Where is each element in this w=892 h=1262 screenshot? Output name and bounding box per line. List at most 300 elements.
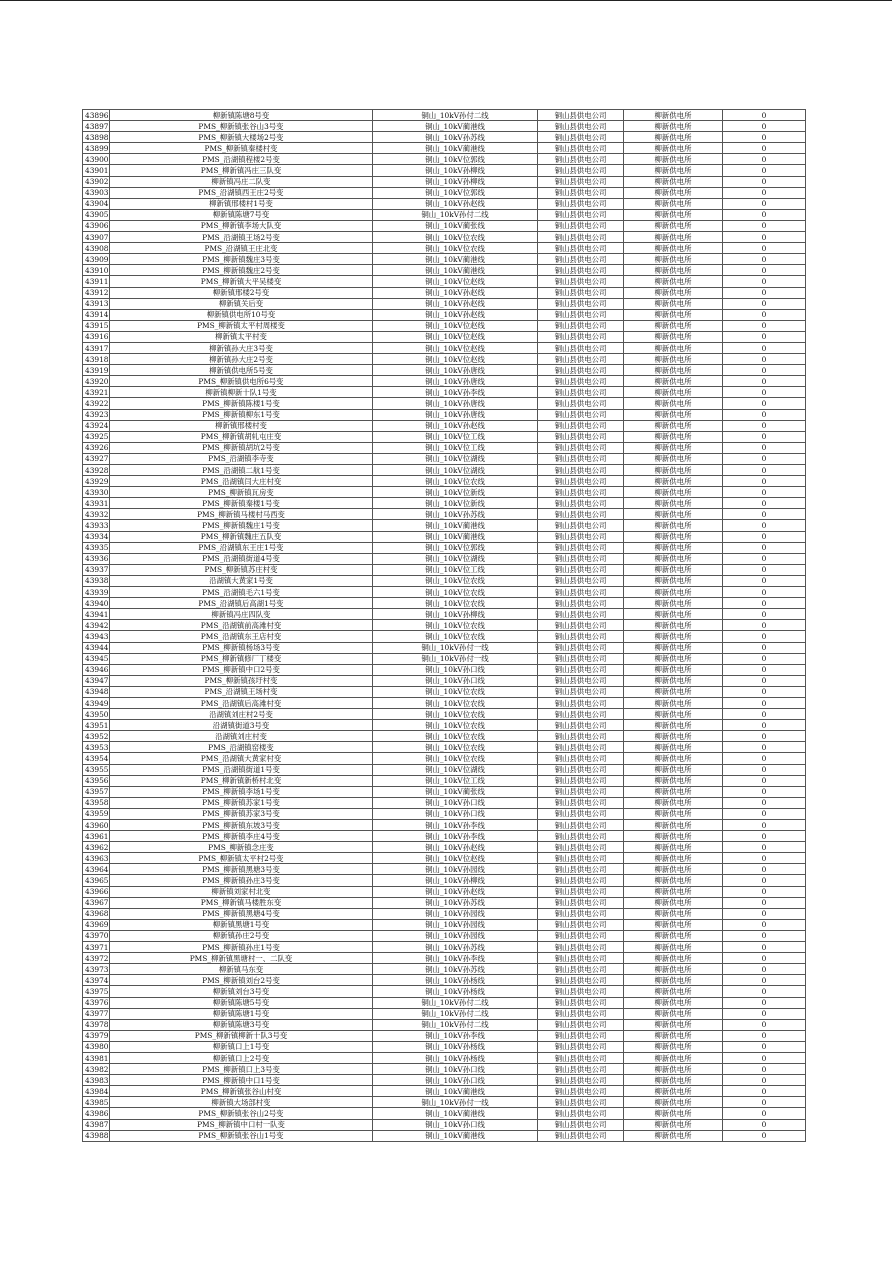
value-cell: 0	[723, 409, 806, 420]
transformer-name-cell: PMS_沿湖镇窑楼变	[110, 742, 373, 753]
record-id-cell: 43960	[83, 820, 110, 831]
station-cell: 柳新供电所	[624, 121, 723, 132]
transformer-name-cell: PMS_柳新镇太平村2号变	[110, 853, 373, 864]
feeder-line-cell: 铜山_10kV孙柳线	[373, 609, 538, 620]
feeder-line-cell: 铜山_10kV孙园线	[373, 908, 538, 919]
transformer-name-cell: 柳新镇孙大庄2号变	[110, 354, 373, 365]
record-id-cell: 43984	[83, 1086, 110, 1097]
value-cell: 0	[723, 886, 806, 897]
transformer-name-cell: PMS_柳新镇魏庄2号变	[110, 265, 373, 276]
record-id-cell: 43917	[83, 342, 110, 353]
company-cell: 铜山县供电公司	[538, 320, 624, 331]
record-id-cell: 43919	[83, 365, 110, 376]
value-cell: 0	[723, 975, 806, 986]
table-row	[83, 997, 806, 1008]
transformer-name-cell: PMS_柳新镇冯庄三队变	[110, 165, 373, 176]
table-row	[83, 298, 806, 309]
company-cell: 铜山县供电公司	[538, 964, 624, 975]
record-id-cell: 43968	[83, 908, 110, 919]
feeder-line-cell: 铜山_10kV孙付一线	[373, 653, 538, 664]
feeder-line-cell: 铜山_10kV孙口线	[373, 797, 538, 808]
company-cell: 铜山县供电公司	[538, 953, 624, 964]
transformer-name-cell: PMS_柳新镇苏家1号变	[110, 797, 373, 808]
transformer-name-cell: 沿湖镇刘庄村2号变	[110, 709, 373, 720]
transformer-name-cell: PMS_沿湖镇后高滩村变	[110, 697, 373, 708]
transformer-name-cell: PMS_柳新镇马楼村马西变	[110, 509, 373, 520]
feeder-line-cell: 铜山_10kV孙苏线	[373, 942, 538, 953]
company-cell: 铜山县供电公司	[538, 154, 624, 165]
transformer-name-cell: PMS_柳新镇孩圩村变	[110, 675, 373, 686]
feeder-line-cell: 铜山_10kV位农线	[373, 753, 538, 764]
record-id-cell: 43988	[83, 1130, 110, 1141]
transformer-name-cell: 柳新镇口上2号变	[110, 1052, 373, 1063]
company-cell: 铜山县供电公司	[538, 176, 624, 187]
feeder-line-cell: 铜山_10kV孙杨线	[373, 975, 538, 986]
table-row	[83, 442, 806, 453]
company-cell: 铜山县供电公司	[538, 376, 624, 387]
feeder-line-cell: 铜山_10kV位农线	[373, 476, 538, 487]
table-row	[83, 986, 806, 997]
company-cell: 铜山县供电公司	[538, 720, 624, 731]
value-cell: 0	[723, 1052, 806, 1063]
record-id-cell: 43976	[83, 997, 110, 1008]
feeder-line-cell: 铜山_10kV位湖线	[373, 465, 538, 476]
value-cell: 0	[723, 1064, 806, 1075]
transformer-name-cell: 柳新镇马东变	[110, 964, 373, 975]
station-cell: 柳新供电所	[624, 864, 723, 875]
feeder-line-cell: 铜山_10kV位农线	[373, 709, 538, 720]
record-id-cell: 43934	[83, 531, 110, 542]
station-cell: 柳新供电所	[624, 786, 723, 797]
table-row	[83, 942, 806, 953]
value-cell: 0	[723, 121, 806, 132]
feeder-line-cell: 铜山_10kV孙李线	[373, 1030, 538, 1041]
transformer-name-cell: PMS_柳新镇瓦房变	[110, 487, 373, 498]
feeder-line-cell: 铜山_10kV孙柳线	[373, 875, 538, 886]
station-cell: 柳新供电所	[624, 964, 723, 975]
record-id-cell: 43939	[83, 587, 110, 598]
value-cell: 0	[723, 631, 806, 642]
station-cell: 柳新供电所	[624, 709, 723, 720]
table-row	[83, 975, 806, 986]
company-cell: 铜山县供电公司	[538, 198, 624, 209]
table-row	[83, 1075, 806, 1086]
value-cell: 0	[723, 542, 806, 553]
value-cell: 0	[723, 276, 806, 287]
record-id-cell: 43959	[83, 808, 110, 819]
table-row	[83, 709, 806, 720]
record-id-cell: 43951	[83, 720, 110, 731]
table-row	[83, 675, 806, 686]
table-row	[83, 198, 806, 209]
table-row	[83, 453, 806, 464]
transformer-name-cell: PMS_沿湖镇毛六1号变	[110, 587, 373, 598]
value-cell: 0	[723, 986, 806, 997]
value-cell: 0	[723, 309, 806, 320]
record-id-cell: 43926	[83, 442, 110, 453]
table-row	[83, 919, 806, 930]
table-row	[83, 409, 806, 420]
value-cell: 0	[723, 143, 806, 154]
value-cell: 0	[723, 520, 806, 531]
feeder-line-cell: 铜山_10kV蔺港线	[373, 531, 538, 542]
value-cell: 0	[723, 875, 806, 886]
company-cell: 铜山县供电公司	[538, 731, 624, 742]
transformer-name-cell: PMS_柳新镇胡轧屯庄变	[110, 431, 373, 442]
station-cell: 柳新供电所	[624, 198, 723, 209]
value-cell: 0	[723, 298, 806, 309]
station-cell: 柳新供电所	[624, 209, 723, 220]
value-cell: 0	[723, 587, 806, 598]
feeder-line-cell: 铜山_10kV孙付一线	[373, 642, 538, 653]
station-cell: 柳新供电所	[624, 1030, 723, 1041]
value-cell: 0	[723, 431, 806, 442]
company-cell: 铜山县供电公司	[538, 709, 624, 720]
record-id-cell: 43896	[83, 110, 110, 121]
transformer-name-cell: PMS_柳新镇中口2号变	[110, 664, 373, 675]
feeder-line-cell: 铜山_10kV孙苏线	[373, 964, 538, 975]
feeder-line-cell: 铜山_10kV蔺港线	[373, 254, 538, 265]
company-cell: 铜山县供电公司	[538, 531, 624, 542]
station-cell: 柳新供电所	[624, 808, 723, 819]
company-cell: 铜山县供电公司	[538, 808, 624, 819]
feeder-line-cell: 铜山_10kV位赵线	[373, 853, 538, 864]
station-cell: 柳新供电所	[624, 287, 723, 298]
value-cell: 0	[723, 864, 806, 875]
company-cell: 铜山县供电公司	[538, 997, 624, 1008]
table-row	[83, 908, 806, 919]
record-id-cell: 43907	[83, 232, 110, 243]
record-id-cell: 43924	[83, 420, 110, 431]
feeder-line-cell: 铜山_10kV孙赵线	[373, 420, 538, 431]
station-cell: 柳新供电所	[624, 309, 723, 320]
company-cell: 铜山县供电公司	[538, 265, 624, 276]
table-row	[83, 176, 806, 187]
station-cell: 柳新供电所	[624, 476, 723, 487]
value-cell: 0	[723, 964, 806, 975]
station-cell: 柳新供电所	[624, 465, 723, 476]
feeder-line-cell: 铜山_10kV孙付二线	[373, 1008, 538, 1019]
value-cell: 0	[723, 442, 806, 453]
value-cell: 0	[723, 686, 806, 697]
transformer-name-cell: 柳新镇刘台3号变	[110, 986, 373, 997]
transformer-name-cell: PMS_柳新镇苏庄村变	[110, 564, 373, 575]
record-id-cell: 43952	[83, 731, 110, 742]
company-cell: 铜山县供电公司	[538, 1108, 624, 1119]
transformer-name-cell: PMS_柳新镇李庄4号变	[110, 831, 373, 842]
station-cell: 柳新供电所	[624, 731, 723, 742]
transformer-name-cell: 沿湖镇刘庄村变	[110, 731, 373, 742]
transformer-name-cell: PMS_柳新镇魏庄五队变	[110, 531, 373, 542]
transformer-name-cell: PMS_沿湖镇程楼2号变	[110, 154, 373, 165]
value-cell: 0	[723, 365, 806, 376]
feeder-line-cell: 铜山_10kV孙口线	[373, 1119, 538, 1130]
value-cell: 0	[723, 265, 806, 276]
station-cell: 柳新供电所	[624, 298, 723, 309]
feeder-line-cell: 铜山_10kV位郭线	[373, 154, 538, 165]
feeder-line-cell: 铜山_10kV位赵线	[373, 320, 538, 331]
transformer-name-cell: 柳新镇关后变	[110, 298, 373, 309]
station-cell: 柳新供电所	[624, 953, 723, 964]
record-id-cell: 43923	[83, 409, 110, 420]
station-cell: 柳新供电所	[624, 664, 723, 675]
record-id-cell: 43979	[83, 1030, 110, 1041]
record-id-cell: 43920	[83, 376, 110, 387]
record-id-cell: 43913	[83, 298, 110, 309]
station-cell: 柳新供电所	[624, 875, 723, 886]
transformer-name-cell: PMS_柳新镇马楼胜东变	[110, 897, 373, 908]
transformer-name-cell: 柳新镇冯庄四队变	[110, 609, 373, 620]
company-cell: 铜山县供电公司	[538, 930, 624, 941]
transformer-name-cell: PMS_柳新镇黑塘3号变	[110, 864, 373, 875]
station-cell: 柳新供电所	[624, 720, 723, 731]
record-id-cell: 43957	[83, 786, 110, 797]
table-row	[83, 642, 806, 653]
company-cell: 铜山县供电公司	[538, 919, 624, 930]
table-row	[83, 1108, 806, 1119]
company-cell: 铜山县供电公司	[538, 664, 624, 675]
feeder-line-cell: 铜山_10kV孙付二线	[373, 209, 538, 220]
company-cell: 铜山县供电公司	[538, 620, 624, 631]
company-cell: 铜山县供电公司	[538, 609, 624, 620]
company-cell: 铜山县供电公司	[538, 653, 624, 664]
company-cell: 铜山县供电公司	[538, 309, 624, 320]
feeder-line-cell: 铜山_10kV位赵线	[373, 276, 538, 287]
record-id-cell: 43940	[83, 598, 110, 609]
company-cell: 铜山县供电公司	[538, 487, 624, 498]
table-row	[83, 1064, 806, 1075]
station-cell: 柳新供电所	[624, 587, 723, 598]
record-id-cell: 43916	[83, 331, 110, 342]
company-cell: 铜山县供电公司	[538, 187, 624, 198]
station-cell: 柳新供电所	[624, 997, 723, 1008]
table-row	[83, 143, 806, 154]
table-row	[83, 265, 806, 276]
feeder-line-cell: 铜山_10kV位农线	[373, 720, 538, 731]
value-cell: 0	[723, 1130, 806, 1141]
station-cell: 柳新供电所	[624, 764, 723, 775]
value-cell: 0	[723, 620, 806, 631]
feeder-line-cell: 铜山_10kV孙苏线	[373, 132, 538, 143]
transformer-name-cell: PMS_柳新镇张谷山村变	[110, 1086, 373, 1097]
value-cell: 0	[723, 808, 806, 819]
company-cell: 铜山县供电公司	[538, 598, 624, 609]
company-cell: 铜山县供电公司	[538, 354, 624, 365]
transformer-name-cell: 柳新镇冯庄二队变	[110, 176, 373, 187]
station-cell: 柳新供电所	[624, 653, 723, 664]
company-cell: 铜山县供电公司	[538, 797, 624, 808]
company-cell: 铜山县供电公司	[538, 575, 624, 586]
value-cell: 0	[723, 354, 806, 365]
station-cell: 柳新供电所	[624, 220, 723, 231]
station-cell: 柳新供电所	[624, 276, 723, 287]
table-row	[83, 220, 806, 231]
record-id-cell: 43944	[83, 642, 110, 653]
company-cell: 铜山县供电公司	[538, 864, 624, 875]
station-cell: 柳新供电所	[624, 420, 723, 431]
record-id-cell: 43898	[83, 132, 110, 143]
record-id-cell: 43937	[83, 564, 110, 575]
transformer-name-cell: PMS_沿湖镇闫大庄村变	[110, 476, 373, 487]
record-id-cell: 43911	[83, 276, 110, 287]
company-cell: 铜山县供电公司	[538, 831, 624, 842]
station-cell: 柳新供电所	[624, 520, 723, 531]
company-cell: 铜山县供电公司	[538, 409, 624, 420]
company-cell: 铜山县供电公司	[538, 1130, 624, 1141]
company-cell: 铜山县供电公司	[538, 542, 624, 553]
transformer-name-cell: PMS_柳新镇孙庄3号变	[110, 875, 373, 886]
transformer-name-cell: PMS_柳新镇杨场3号变	[110, 642, 373, 653]
record-id-cell: 43902	[83, 176, 110, 187]
company-cell: 铜山县供电公司	[538, 986, 624, 997]
record-id-cell: 43986	[83, 1108, 110, 1119]
value-cell: 0	[723, 786, 806, 797]
company-cell: 铜山县供电公司	[538, 243, 624, 254]
company-cell: 铜山县供电公司	[538, 420, 624, 431]
transformer-name-cell: PMS_沿湖镇后高湖1号变	[110, 598, 373, 609]
value-cell: 0	[723, 1075, 806, 1086]
company-cell: 铜山县供电公司	[538, 132, 624, 143]
transformer-name-cell: PMS_沿湖镇前高滩村变	[110, 620, 373, 631]
station-cell: 柳新供电所	[624, 742, 723, 753]
transformer-name-cell: 柳新镇陈塘7号变	[110, 209, 373, 220]
record-id-cell: 43987	[83, 1119, 110, 1130]
feeder-line-cell: 铜山_10kV位农线	[373, 243, 538, 254]
transformer-name-cell: PMS_柳新镇刘台2号变	[110, 975, 373, 986]
feeder-line-cell: 铜山_10kV孙口线	[373, 664, 538, 675]
table-row	[83, 1041, 806, 1052]
transformer-name-cell: PMS_柳新镇供电所6号变	[110, 376, 373, 387]
table-row	[83, 365, 806, 376]
table-row	[83, 720, 806, 731]
value-cell: 0	[723, 731, 806, 742]
table-row	[83, 1086, 806, 1097]
station-cell: 柳新供电所	[624, 342, 723, 353]
station-cell: 柳新供电所	[624, 1019, 723, 1030]
value-cell: 0	[723, 154, 806, 165]
transformer-name-cell: PMS_沿湖镇西王庄2号变	[110, 187, 373, 198]
value-cell: 0	[723, 243, 806, 254]
transformer-name-cell: PMS_柳新镇黑塘4号变	[110, 908, 373, 919]
transformer-name-cell: PMS_柳新镇张谷山3号变	[110, 121, 373, 132]
transformer-name-cell: PMS_柳新镇张谷山2号变	[110, 1108, 373, 1119]
transformer-name-cell: PMS_柳新镇太平村周楼变	[110, 320, 373, 331]
feeder-line-cell: 铜山_10kV孙唐线	[373, 376, 538, 387]
company-cell: 铜山县供电公司	[538, 564, 624, 575]
feeder-line-cell: 铜山_10kV位农线	[373, 232, 538, 243]
station-cell: 柳新供电所	[624, 442, 723, 453]
company-cell: 铜山县供电公司	[538, 232, 624, 243]
table-row	[83, 875, 806, 886]
record-id-cell: 43914	[83, 309, 110, 320]
feeder-line-cell: 铜山_10kV孙口线	[373, 1064, 538, 1075]
value-cell: 0	[723, 254, 806, 265]
station-cell: 柳新供电所	[624, 908, 723, 919]
value-cell: 0	[723, 653, 806, 664]
station-cell: 柳新供电所	[624, 1097, 723, 1108]
station-cell: 柳新供电所	[624, 1041, 723, 1052]
station-cell: 柳新供电所	[624, 110, 723, 121]
company-cell: 铜山县供电公司	[538, 1119, 624, 1130]
table-row	[83, 132, 806, 143]
station-cell: 柳新供电所	[624, 1064, 723, 1075]
station-cell: 柳新供电所	[624, 831, 723, 842]
transformer-name-cell: PMS_柳新镇大楼场2号变	[110, 132, 373, 143]
feeder-line-cell: 铜山_10kV蔺港线	[373, 520, 538, 531]
station-cell: 柳新供电所	[624, 176, 723, 187]
table-row	[83, 1097, 806, 1108]
feeder-line-cell: 铜山_10kV孙赵线	[373, 198, 538, 209]
company-cell: 铜山县供电公司	[538, 697, 624, 708]
record-id-cell: 43971	[83, 942, 110, 953]
feeder-line-cell: 铜山_10kV位湖线	[373, 553, 538, 564]
company-cell: 铜山县供电公司	[538, 975, 624, 986]
feeder-line-cell: 铜山_10kV位工线	[373, 431, 538, 442]
value-cell: 0	[723, 287, 806, 298]
transformer-name-cell: 柳新镇陈塘3号变	[110, 1019, 373, 1030]
transformer-name-cell: 柳新镇柳新十队1号变	[110, 387, 373, 398]
record-id-cell: 43933	[83, 520, 110, 531]
company-cell: 铜山县供电公司	[538, 398, 624, 409]
transformer-name-cell: 柳新镇陈塘1号变	[110, 1008, 373, 1019]
value-cell: 0	[723, 1119, 806, 1130]
transformer-name-cell: PMS_柳新镇大平吴楼变	[110, 276, 373, 287]
company-cell: 铜山县供电公司	[538, 298, 624, 309]
station-cell: 柳新供电所	[624, 886, 723, 897]
record-id-cell: 43954	[83, 753, 110, 764]
table-row	[83, 509, 806, 520]
feeder-line-cell: 铜山_10kV位农线	[373, 575, 538, 586]
record-id-cell: 43950	[83, 709, 110, 720]
transformer-name-cell: PMS_柳新镇黑塘村一、二队变	[110, 953, 373, 964]
value-cell: 0	[723, 820, 806, 831]
company-cell: 铜山县供电公司	[538, 675, 624, 686]
feeder-line-cell: 铜山_10kV孙唐线	[373, 409, 538, 420]
record-id-cell: 43947	[83, 675, 110, 686]
transformer-name-cell: PMS_柳新镇陈楼1号变	[110, 398, 373, 409]
station-cell: 柳新供电所	[624, 376, 723, 387]
company-cell: 铜山县供电公司	[538, 897, 624, 908]
feeder-line-cell: 铜山_10kV位农线	[373, 598, 538, 609]
record-id-cell: 43977	[83, 1008, 110, 1019]
record-id-cell: 43908	[83, 243, 110, 254]
feeder-line-cell: 铜山_10kV孙李线	[373, 953, 538, 964]
table-row	[83, 575, 806, 586]
value-cell: 0	[723, 165, 806, 176]
value-cell: 0	[723, 664, 806, 675]
value-cell: 0	[723, 420, 806, 431]
record-id-cell: 43931	[83, 498, 110, 509]
company-cell: 铜山县供电公司	[538, 587, 624, 598]
value-cell: 0	[723, 342, 806, 353]
value-cell: 0	[723, 387, 806, 398]
station-cell: 柳新供电所	[624, 609, 723, 620]
record-id-cell: 43915	[83, 320, 110, 331]
company-cell: 铜山县供电公司	[538, 165, 624, 176]
value-cell: 0	[723, 642, 806, 653]
record-id-cell: 43936	[83, 553, 110, 564]
station-cell: 柳新供电所	[624, 697, 723, 708]
feeder-line-cell: 铜山_10kV蔺港线	[373, 1130, 538, 1141]
company-cell: 铜山县供电公司	[538, 1041, 624, 1052]
feeder-line-cell: 铜山_10kV位郭线	[373, 542, 538, 553]
table-row	[83, 487, 806, 498]
table-row	[83, 653, 806, 664]
table-row	[83, 697, 806, 708]
table-row	[83, 209, 806, 220]
feeder-line-cell: 铜山_10kV孙李线	[373, 387, 538, 398]
value-cell: 0	[723, 1086, 806, 1097]
